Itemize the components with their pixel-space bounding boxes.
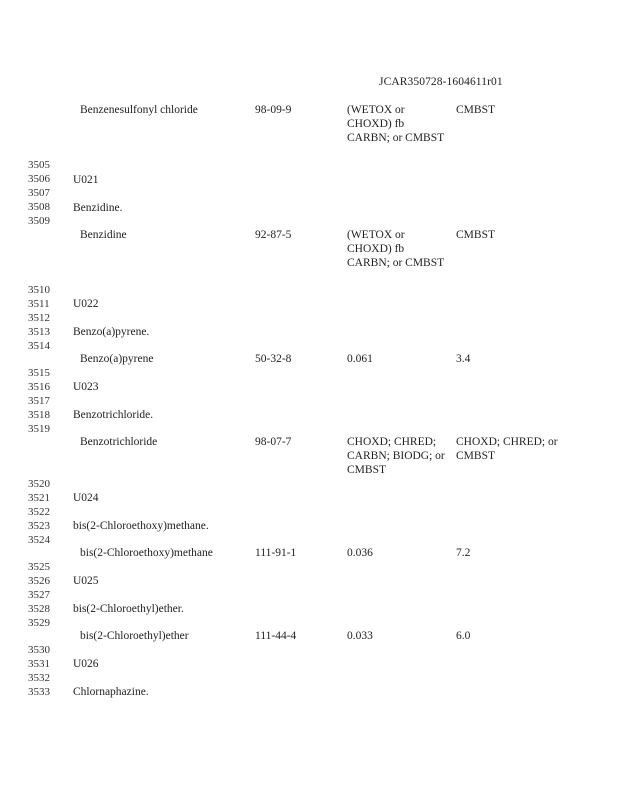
- line-number: 3531: [28, 658, 50, 670]
- line-number: 3522: [28, 506, 50, 518]
- waste-name: Chlornaphazine.: [73, 686, 149, 698]
- waste-name: Benzo(a)pyrene.: [73, 326, 150, 338]
- wastewater-standard: (WETOX or CHOXD) fb CARBN; or CMBST: [347, 229, 445, 269]
- line-number: 3521: [28, 492, 50, 504]
- nonwastewater-standard: 7.2: [456, 547, 471, 559]
- nonwastewater-standard: CHOXD; CHRED; or CMBST: [456, 436, 558, 462]
- wastewater-standard: 0.036: [347, 547, 373, 559]
- wastewater-standard: 0.033: [347, 630, 373, 642]
- constituent-name: Benzidine: [80, 229, 127, 241]
- line-number: 3529: [28, 617, 50, 629]
- nonwastewater-standard: 3.4: [456, 353, 471, 365]
- waste-code: U026: [73, 658, 99, 670]
- wastewater-standard: (WETOX or CHOXD) fb CARBN; or CMBST: [347, 104, 445, 144]
- constituent-name: Benzo(a)pyrene: [80, 353, 154, 365]
- line-number: 3517: [28, 395, 50, 407]
- line-number: 3513: [28, 326, 50, 338]
- line-number: 3518: [28, 409, 50, 421]
- cas-number: 92-87-5: [255, 229, 292, 241]
- line-number: 3514: [28, 340, 50, 352]
- line-number: 3510: [28, 284, 50, 296]
- line-number: 3505: [28, 159, 50, 171]
- cas-number: 98-09-9: [255, 104, 292, 116]
- nonwastewater-standard: 6.0: [456, 630, 471, 642]
- waste-name: Benzotrichloride.: [73, 409, 154, 421]
- line-number: 3528: [28, 603, 50, 615]
- waste-name: bis(2-Chloroethyl)ether.: [73, 603, 184, 615]
- wastewater-standard: CHOXD; CHRED; CARBN; BIODG; or CMBST: [347, 436, 445, 476]
- waste-code: U022: [73, 298, 99, 310]
- cas-number: 111-91-1: [255, 547, 297, 559]
- line-number: 3519: [28, 423, 50, 435]
- line-number: 3511: [28, 298, 50, 310]
- line-number: 3524: [28, 534, 50, 546]
- line-number: 3516: [28, 381, 50, 393]
- cas-number: 50-32-8: [255, 353, 292, 365]
- line-number: 3530: [28, 644, 50, 656]
- line-number: 3508: [28, 201, 50, 213]
- constituent-name: bis(2-Chloroethyl)ether: [80, 630, 189, 642]
- cas-number: 98-07-7: [255, 436, 292, 448]
- line-number: 3532: [28, 672, 50, 684]
- line-number: 3520: [28, 478, 50, 490]
- document-identifier: JCAR350728-1604611r01: [379, 76, 503, 88]
- line-number: 3512: [28, 312, 50, 324]
- line-number: 3509: [28, 215, 50, 227]
- constituent-name: bis(2-Chloroethoxy)methane: [80, 547, 213, 559]
- line-number: 3526: [28, 575, 50, 587]
- waste-name: Benzidine.: [73, 202, 123, 214]
- nonwastewater-standard: CMBST: [456, 229, 495, 241]
- waste-code: U021: [73, 174, 99, 186]
- waste-code: U023: [73, 381, 99, 393]
- line-number: 3515: [28, 367, 50, 379]
- constituent-name: Benzenesulfonyl chloride: [80, 104, 198, 116]
- line-number: 3525: [28, 561, 50, 573]
- line-number: 3506: [28, 173, 50, 185]
- line-number: 3523: [28, 520, 50, 532]
- line-number: 3533: [28, 686, 50, 698]
- waste-name: bis(2-Chloroethoxy)methane.: [73, 520, 209, 532]
- nonwastewater-standard: CMBST: [456, 104, 495, 116]
- wastewater-standard: 0.061: [347, 353, 373, 365]
- cas-number: 111-44-4: [255, 630, 297, 642]
- line-number: 3507: [28, 187, 50, 199]
- line-number: 3527: [28, 589, 50, 601]
- waste-code: U025: [73, 575, 99, 587]
- waste-code: U024: [73, 492, 99, 504]
- constituent-name: Benzotrichloride: [80, 436, 158, 448]
